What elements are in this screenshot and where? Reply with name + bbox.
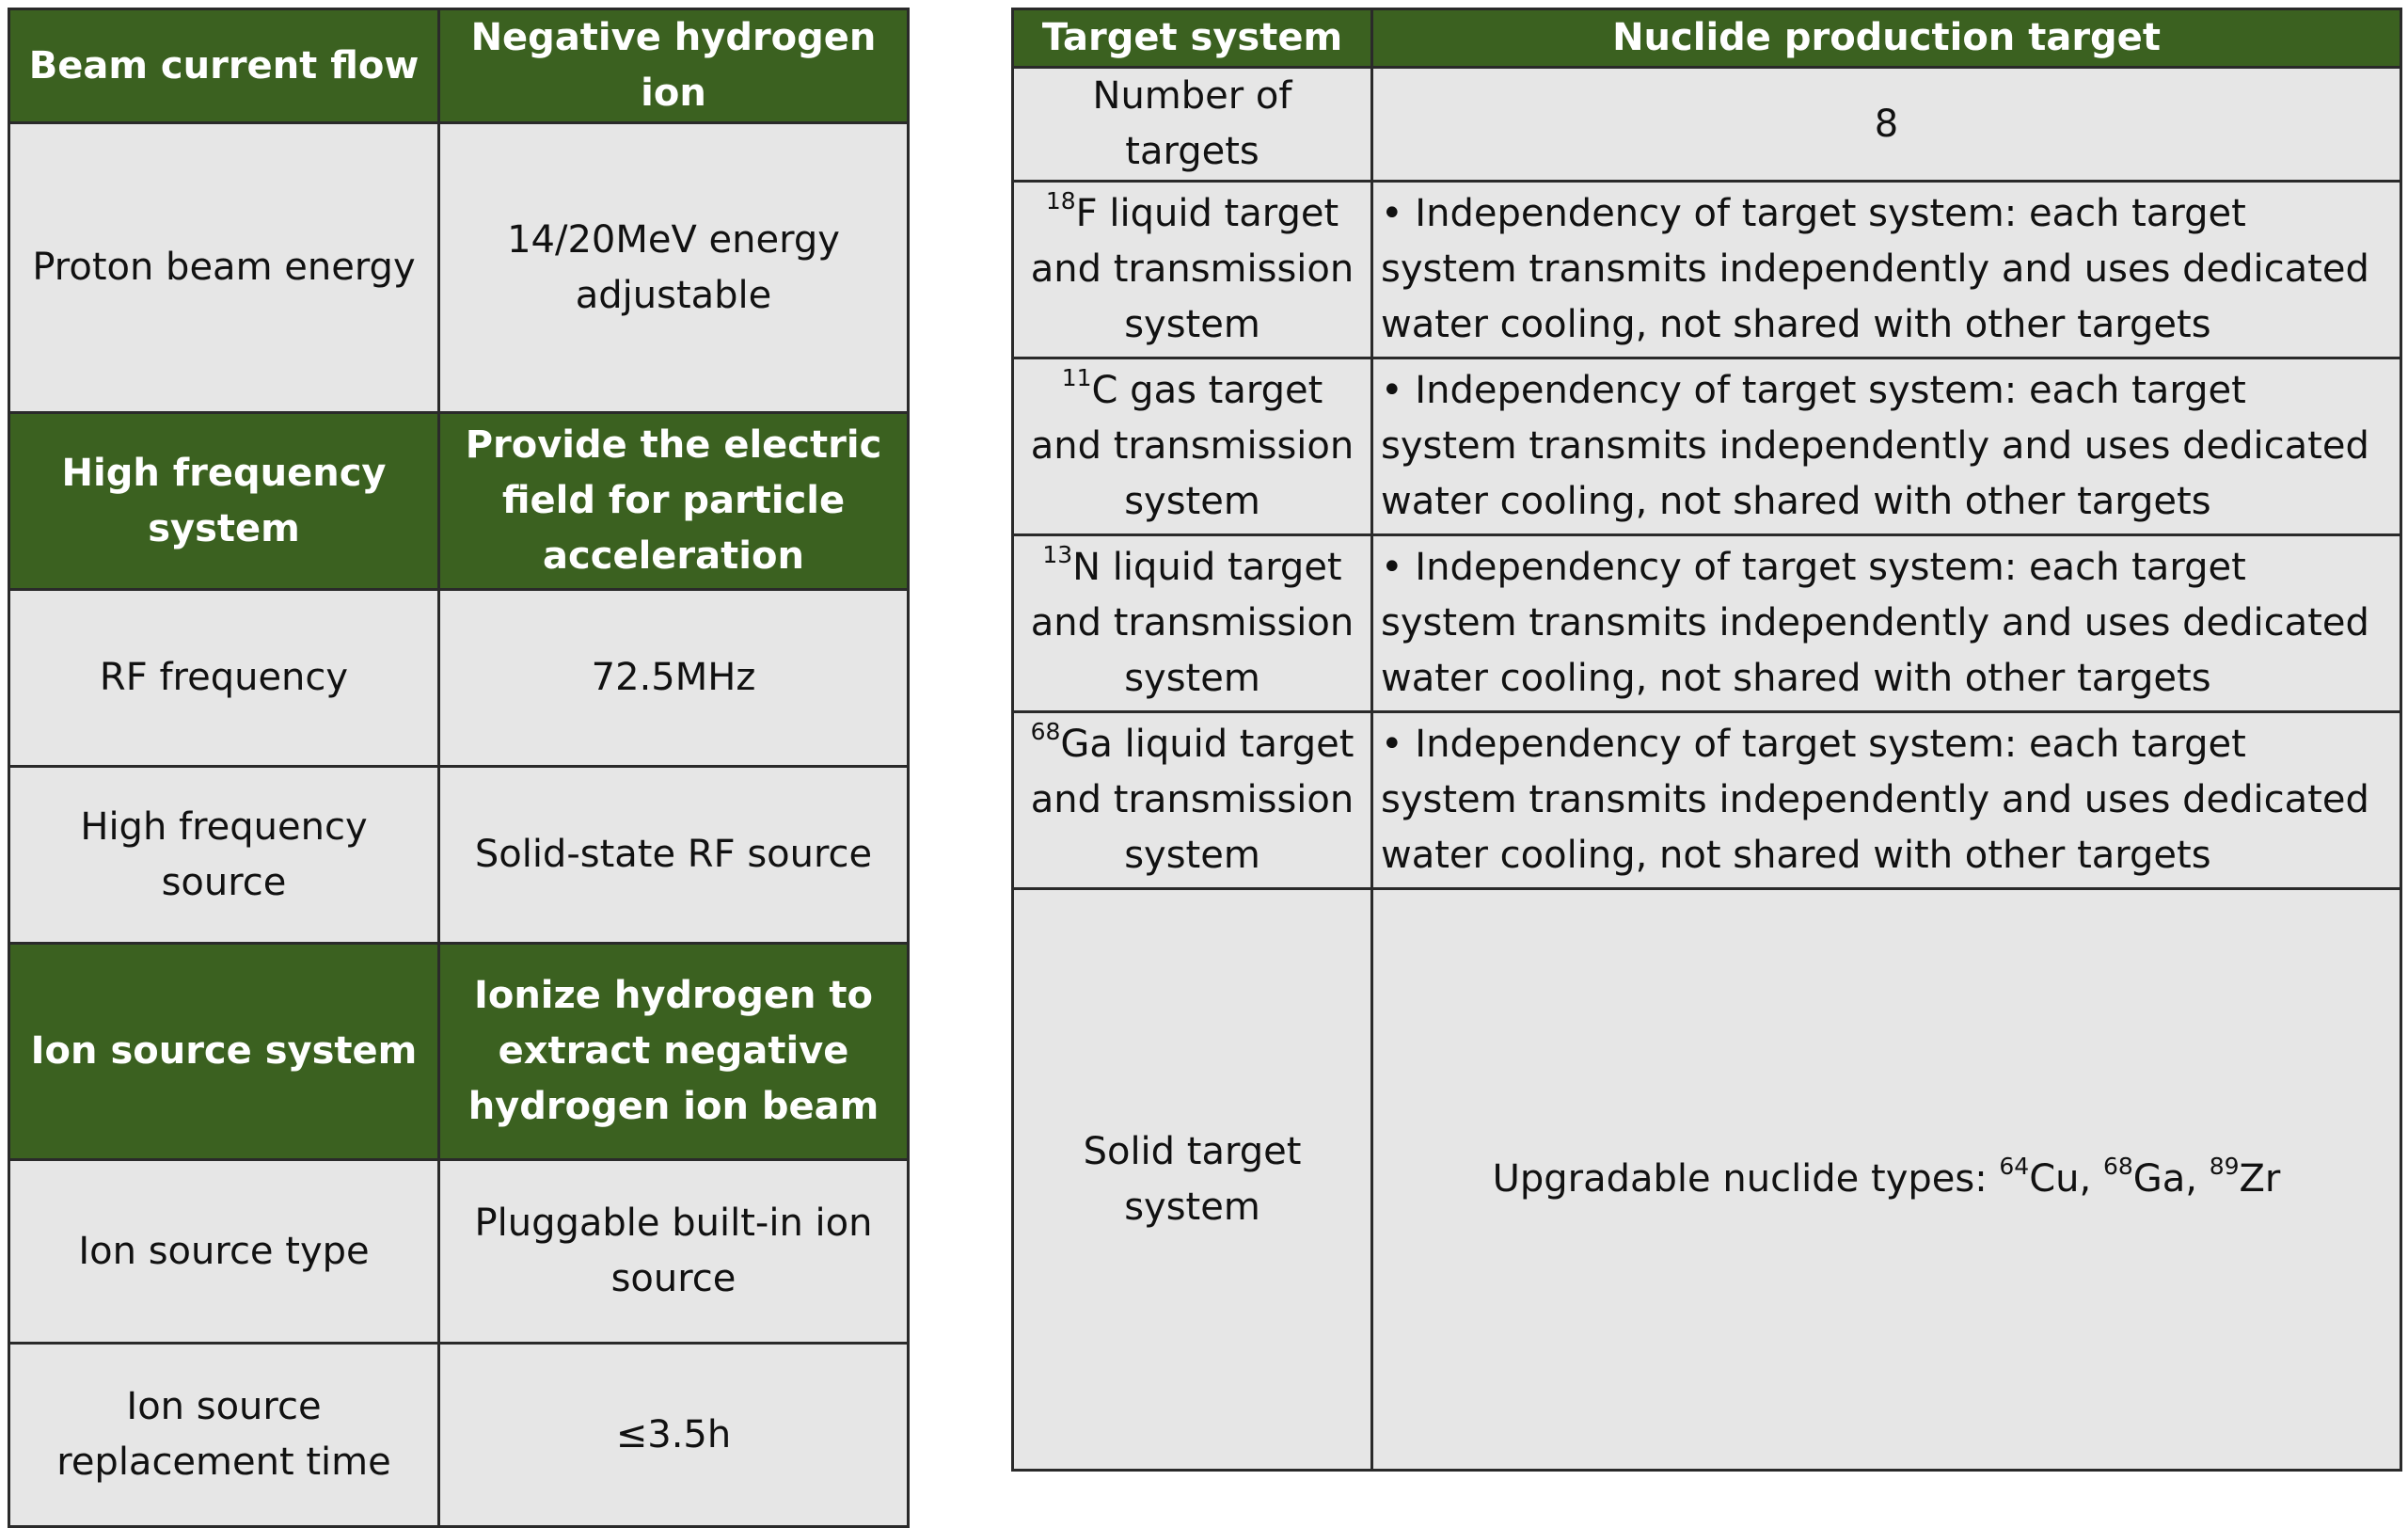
isotope-mass: 18	[1045, 187, 1076, 215]
cell-value: 72.5MHz	[439, 590, 909, 767]
solid-target-nuclides	[1372, 889, 2401, 1471]
accelerator-specs-table	[8, 8, 910, 1528]
nuclide-mass: 64	[1999, 1153, 2030, 1180]
ion-source-system-row	[9, 944, 909, 1160]
target-label	[1013, 182, 1372, 358]
cell-label: Beam current flow	[9, 9, 439, 123]
f18-target-row	[1013, 182, 2401, 358]
number-of-targets-row	[1013, 68, 2401, 182]
cell-label: Number of targets	[1013, 68, 1372, 182]
header-label: Target system	[1013, 9, 1372, 68]
target-label-text: F liquid target and transmission system	[1030, 192, 1354, 346]
isotope-mass: 11	[1061, 364, 1092, 391]
header-value: Nuclide production target	[1372, 9, 2401, 68]
cell-value: 8	[1372, 68, 2401, 182]
proton-beam-energy-row	[9, 123, 909, 413]
isotope-mass: 13	[1042, 541, 1073, 568]
target-description: • Independency of target system: each target system transmits independently and uses dedicated water cooling, not shared with other targets	[1372, 358, 2401, 535]
nuclide-separator: ,	[2185, 1157, 2210, 1201]
cell-value: 14/20MeV energy adjustable	[439, 123, 909, 413]
nuclide-mass: 68	[2102, 1153, 2133, 1180]
nuclide-symbol: Cu	[2029, 1157, 2080, 1201]
cell-label: Proton beam energy	[9, 123, 439, 413]
nuclide-mass: 89	[2209, 1153, 2240, 1180]
ion-source-replacement-row	[9, 1344, 909, 1527]
cell-value: ≤3.5h	[439, 1344, 909, 1527]
cell-label: Ion source system	[9, 944, 439, 1160]
nuclide-prefix: Upgradable nuclide types:	[1492, 1157, 2000, 1201]
solid-target-row	[1013, 889, 2401, 1471]
beam-current-header-row	[9, 9, 909, 123]
target-description: • Independency of target system: each target system transmits independently and uses dedicated water cooling, not shared with other targets	[1372, 712, 2401, 889]
cell-label: Solid target system	[1013, 889, 1372, 1471]
target-system-table	[1011, 8, 2402, 1472]
cell-label: Ion source type	[9, 1160, 439, 1344]
cell-value: Solid-state RF source	[439, 767, 909, 944]
ga68-target-row	[1013, 712, 2401, 889]
target-system-header-row	[1013, 9, 2401, 68]
ion-source-type-row	[9, 1160, 909, 1344]
target-description: • Independency of target system: each target system transmits independently and uses dedicated water cooling, not shared with other targets	[1372, 182, 2401, 358]
cell-value: Negative hydrogen ion	[439, 9, 909, 123]
target-label	[1013, 535, 1372, 712]
cell-value: Provide the electric field for particle acceleration	[439, 413, 909, 590]
target-label-text: C gas target and transmission system	[1030, 369, 1354, 523]
cell-value: Pluggable built-in ion source	[439, 1160, 909, 1344]
nuclide-separator: ,	[2079, 1157, 2103, 1201]
isotope-mass: 68	[1030, 718, 1061, 745]
high-frequency-system-row	[9, 413, 909, 590]
target-description: • Independency of target system: each target system transmits independently and uses dedicated water cooling, not shared with other targets	[1372, 535, 2401, 712]
target-label-text: Ga liquid target and transmission system	[1030, 723, 1354, 877]
c11-target-row	[1013, 358, 2401, 535]
cell-value: Ionize hydrogen to extract negative hydrogen ion beam	[439, 944, 909, 1160]
cell-label: Ion source replacement time	[9, 1344, 439, 1527]
nuclide-symbol: Ga	[2132, 1157, 2186, 1201]
cell-label: High frequency source	[9, 767, 439, 944]
n13-target-row	[1013, 535, 2401, 712]
nuclide-symbol: Zr	[2239, 1157, 2281, 1201]
cell-label: High frequency system	[9, 413, 439, 590]
rf-frequency-row	[9, 590, 909, 767]
high-frequency-source-row	[9, 767, 909, 944]
target-label	[1013, 358, 1372, 535]
target-label-text: N liquid target and transmission system	[1030, 546, 1354, 700]
cell-label: RF frequency	[9, 590, 439, 767]
target-label	[1013, 712, 1372, 889]
